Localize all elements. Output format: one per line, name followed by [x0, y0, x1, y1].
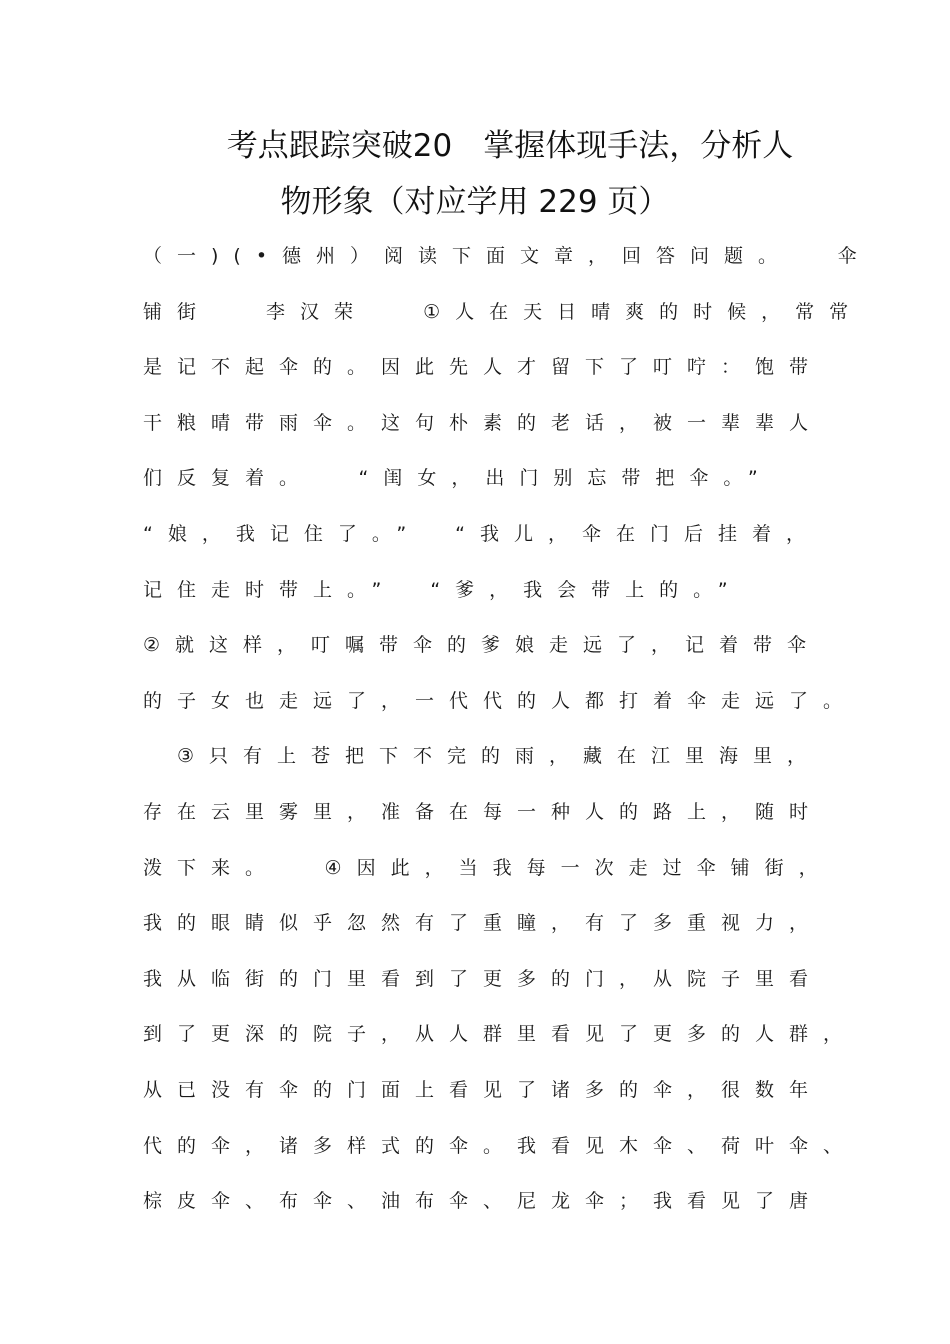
- text-line: 干粮晴带雨伞。这句朴素的老话，被一辈辈人: [143, 411, 824, 434]
- text-line: 泼下来。 ④因此，当我每一次走过伞铺街，: [143, 856, 833, 879]
- document-title-line-2: 物形象（对应学用 229 页）: [280, 184, 670, 220]
- text-line: 到了更深的院子，从人群里看见了更多的人群，: [143, 1023, 858, 1046]
- text-line: 们反复着。 “闺女，出门别忘带把伞。”: [143, 467, 773, 490]
- text-line: 我的眼睛似乎忽然有了重瞳，有了多重视力，: [143, 912, 824, 935]
- text-line: 代的伞，诸多样式的伞。我看见木伞、荷叶伞、: [143, 1134, 858, 1157]
- text-line: 的子女也走远了，一代代的人都打着伞走远了。: [143, 689, 858, 712]
- text-line: 从已没有伞的门面上看见了诸多的伞，很数年: [143, 1078, 824, 1101]
- text-line: 存在云里雾里，准备在每一种人的路上，随时: [143, 800, 824, 823]
- text-line: “娘，我记住了。” “我儿，伞在门后挂着，: [143, 522, 821, 545]
- text-line: （一)(•德州）阅读下面文章，回答问题。 伞: [143, 245, 872, 267]
- text-line: 我从临街的门里看到了更多的门，从院子里看: [143, 967, 824, 990]
- article-body: [143, 236, 872, 1237]
- text-line: ③只有上苍把下不完的雨，藏在江里海里，: [143, 745, 822, 768]
- text-line: ②就这样，叮嘱带伞的爹娘走远了，记着带伞: [143, 634, 822, 657]
- text-line: 棕皮伞、布伞、油布伞、尼龙伞；我看见了唐: [143, 1190, 824, 1213]
- text-line: 是记不起伞的。因此先人才留下了叮咛：饱带: [143, 356, 824, 379]
- text-line: 铺街 李汉荣 ①人在天日晴爽的时候，常常: [143, 300, 864, 323]
- text-line: 记住走时带上。” “爹，我会带上的。”: [143, 578, 743, 601]
- document-title-line-1: 考点跟踪突破20 掌握体现手法，分析人: [226, 128, 794, 164]
